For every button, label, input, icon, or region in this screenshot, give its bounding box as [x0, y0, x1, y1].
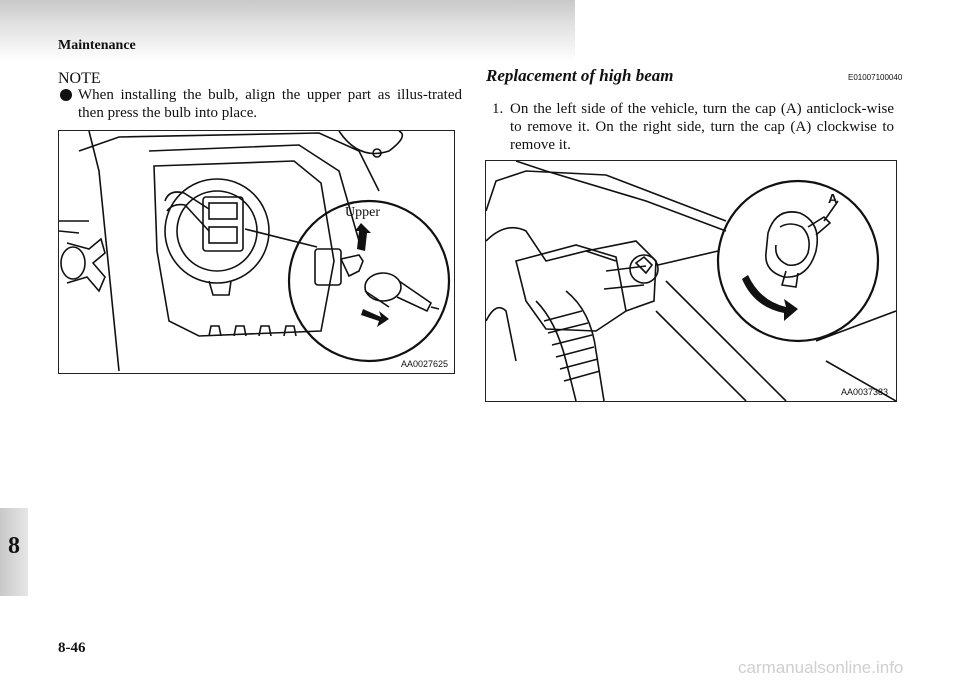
page-header-title: Maintenance: [58, 38, 136, 53]
section-code: E01007100040: [848, 73, 903, 82]
watermark: carmanualsonline.info: [738, 658, 904, 677]
cap-removal-figure: [485, 160, 897, 402]
note-bullet: [58, 86, 462, 122]
step-1: [492, 100, 894, 154]
section-title: Replacement of high beam: [486, 66, 674, 85]
note-label: NOTE: [58, 70, 101, 87]
figure-code: AA0037383: [840, 387, 888, 397]
bulb-installation-illustration: [59, 131, 454, 373]
bulb-installation-figure: [58, 130, 455, 374]
page-number: 8-46: [58, 640, 86, 656]
figure-code: AA0027625: [400, 359, 448, 369]
upper-label: Upper: [345, 205, 380, 220]
cap-a-label: A: [828, 191, 838, 206]
step-number: 1.: [492, 101, 504, 117]
note-text: When installing the bulb, align the upper part as illus-trated then press the bulb into place.: [78, 87, 462, 121]
step-text: On the left side of the vehicle, turn the cap (A) anticlock-wise to remove it. On the right side, turn the cap (A) clockwise to remove it.: [510, 101, 894, 153]
bullet-icon: [60, 89, 72, 101]
chapter-number: 8: [8, 533, 20, 559]
